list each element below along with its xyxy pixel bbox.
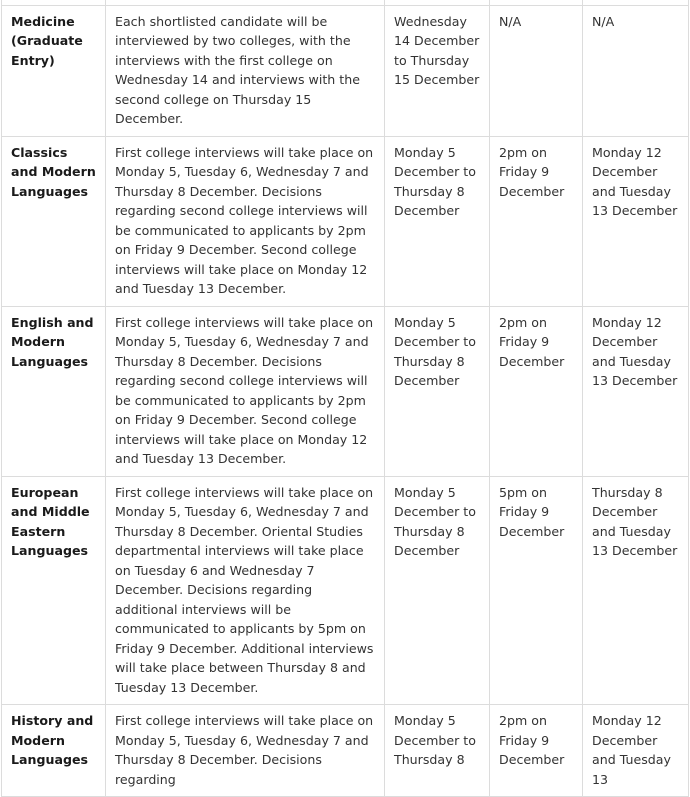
details-cell: First college interviews will take place on Monday 5, Tuesday 6, Wednesday 7 and Thursday 8 December. Decisions regarding	[106, 705, 385, 797]
details-cell: Each shortlisted candidate will be interviewed by two colleges, with the interviews with the first college on Wednesday 14 and interviews with the second college on Thursday 15 December.	[106, 5, 385, 136]
subject-cell: English and Modern Languages	[2, 306, 106, 476]
first-round-dates-cell: Monday 5 December to Thursday 8 December	[385, 136, 490, 306]
decision-time-cell: 2pm on Friday 9 December	[490, 306, 583, 476]
subject-cell: History and Modern Languages	[2, 705, 106, 797]
second-round-dates-cell: N/A	[583, 5, 689, 136]
interview-dates-table	[1, 0, 689, 797]
first-round-dates-cell: Wednesday 14 December to Thursday 15 December	[385, 5, 490, 136]
details-cell: First college interviews will take place on Monday 5, Tuesday 6, Wednesday 7 and Thursday 8 December. Oriental Studies departmental interviews will take place on Tuesday 6 and Wednesday 7 December. Decisions regarding additional interviews will be communicated to applicants by 5pm on Friday 9 December. Additional interviews will take place between Thursday 8 and Tuesday 13 December.	[106, 476, 385, 705]
first-round-dates-cell: Monday 5 December to Thursday 8 December	[385, 306, 490, 476]
decision-time-cell: 2pm on Friday 9 December	[490, 136, 583, 306]
details-cell: First college interviews will take place on Monday 5, Tuesday 6, Wednesday 7 and Thursday 8 December. Decisions regarding second college interviews will be communicated to applicants by 2pm on Friday 9 December. Second college interviews will take place on Monday 12 and Tuesday 13 December.	[106, 306, 385, 476]
subject-cell: European and Middle Eastern Languages	[2, 476, 106, 705]
table-row	[2, 306, 689, 476]
subject-cell: Medicine (Graduate Entry)	[2, 5, 106, 136]
table-row	[2, 136, 689, 306]
second-round-dates-cell: Monday 12 December and Tuesday 13 December	[583, 136, 689, 306]
second-round-dates-cell: Monday 12 December and Tuesday 13	[583, 705, 689, 797]
table-row	[2, 705, 689, 797]
second-round-dates-cell: Monday 12 December and Tuesday 13 December	[583, 306, 689, 476]
table-row	[2, 5, 689, 136]
decision-time-cell: N/A	[490, 5, 583, 136]
first-round-dates-cell: Monday 5 December to Thursday 8	[385, 705, 490, 797]
decision-time-cell: 2pm on Friday 9 December	[490, 705, 583, 797]
decision-time-cell: 5pm on Friday 9 December	[490, 476, 583, 705]
details-cell: First college interviews will take place on Monday 5, Tuesday 6, Wednesday 7 and Thursday 8 December. Decisions regarding second college interviews will be communicated to applicants by 2pm on Friday 9 December. Second college interviews will take place on Monday 12 and Tuesday 13 December.	[106, 136, 385, 306]
table-row	[2, 476, 689, 705]
subject-cell: Classics and Modern Languages	[2, 136, 106, 306]
second-round-dates-cell: Thursday 8 December and Tuesday 13 December	[583, 476, 689, 705]
first-round-dates-cell: Monday 5 December to Thursday 8 December	[385, 476, 490, 705]
